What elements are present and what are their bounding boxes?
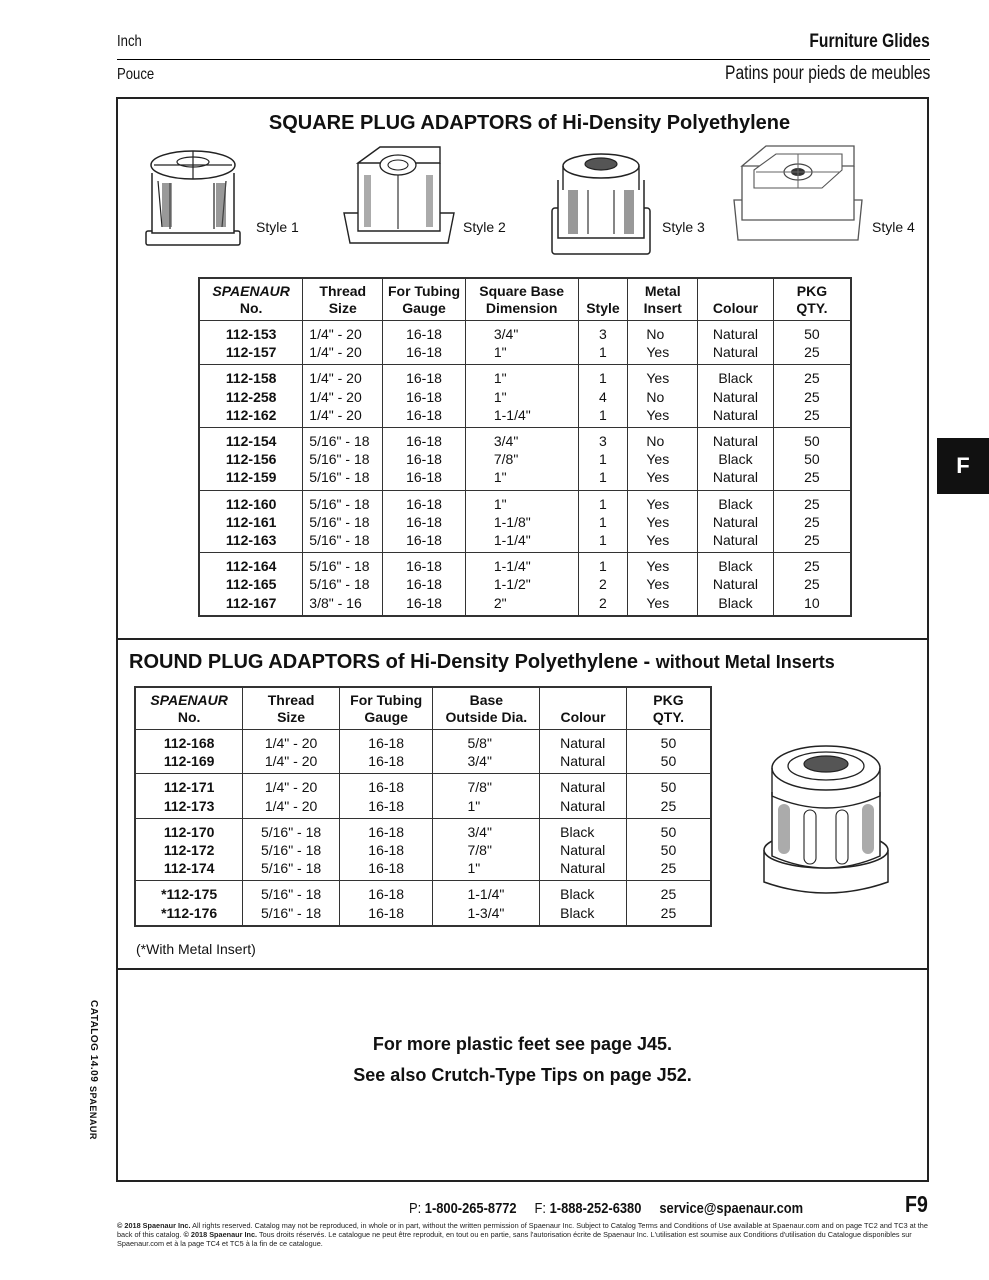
- cell-value: Black: [718, 495, 753, 512]
- cell-value: 16-18: [368, 860, 405, 877]
- cell-value: 5/16" - 18: [260, 842, 322, 859]
- table-row-group: [135, 818, 711, 881]
- table-cell: [339, 881, 433, 926]
- table-row-group: [135, 881, 711, 926]
- part-number: 112-160: [225, 495, 277, 512]
- cell-value: 7/8": [493, 451, 519, 468]
- cell-value: 1: [599, 370, 607, 387]
- col-header-metal-insert: Metal Insert: [628, 278, 698, 321]
- cell-value: 3/4": [493, 433, 519, 450]
- table-cell: [578, 321, 628, 365]
- table-cell: [199, 428, 303, 491]
- cell-value: 16-18: [406, 344, 442, 361]
- table-cell: [433, 881, 540, 926]
- cell-value: Black: [718, 370, 753, 387]
- table-cell: [383, 490, 466, 553]
- cell-value: 16-18: [406, 576, 442, 593]
- cell-value: 5/16" - 18: [309, 532, 370, 549]
- table-cell: [773, 553, 851, 616]
- cell-value: 1": [493, 469, 507, 486]
- cell-value: 5/16" - 18: [260, 904, 322, 921]
- cell-value: 16-18: [368, 735, 405, 751]
- table-cell: [303, 321, 383, 365]
- col-header-pkg-qty: PKG QTY.: [773, 278, 851, 321]
- cell-value: 16-18: [406, 433, 442, 450]
- col-header-base: Base Outside Dia.: [433, 687, 540, 730]
- col-header-thread: Thread Size: [303, 278, 383, 321]
- table-cell: [626, 818, 711, 881]
- cell-value: 1/4" - 20: [264, 735, 318, 751]
- cell-value: 25: [804, 344, 820, 361]
- table-row: [135, 881, 711, 926]
- col-header-part-no: SPAENAUR No.: [199, 278, 303, 321]
- part-number: 112-154: [225, 433, 277, 450]
- table-row-group: [135, 774, 711, 818]
- table-cell: [339, 730, 433, 774]
- cell-value: 4: [599, 388, 607, 405]
- cell-value: 1/4" - 20: [264, 797, 318, 814]
- cell-value: 1": [493, 495, 507, 512]
- part-number: 112-162: [225, 406, 277, 423]
- cell-value: 1-1/4": [467, 886, 505, 903]
- cell-value: Yes: [646, 406, 670, 423]
- round-section-title: ROUND PLUG ADAPTORS of Hi-Density Polyethylene - without Metal Inserts: [129, 651, 835, 673]
- cell-value: 25: [804, 406, 820, 423]
- table-cell: [628, 553, 698, 616]
- part-number: 112-159: [225, 469, 277, 486]
- cell-value: 5/16" - 18: [260, 886, 322, 903]
- table-row: [135, 730, 711, 774]
- cell-value: 1": [493, 370, 507, 387]
- cell-value: 1": [467, 860, 481, 877]
- cell-value: Yes: [646, 513, 670, 530]
- cell-value: 1: [599, 532, 607, 549]
- section-divider: [116, 968, 929, 970]
- cell-value: 1/4" - 20: [264, 753, 318, 770]
- cell-value: Yes: [646, 532, 670, 549]
- table-cell: [433, 818, 540, 881]
- header-category: Furniture Glides: [809, 31, 930, 52]
- cell-value: 5/16" - 18: [309, 576, 370, 593]
- cell-value: 10: [804, 594, 820, 611]
- cell-value: 16-18: [406, 451, 442, 468]
- col-header-colour: Colour: [540, 687, 627, 730]
- cell-value: 25: [804, 388, 820, 405]
- cell-value: Natural: [712, 532, 759, 549]
- table-cell: [626, 774, 711, 818]
- cell-value: 16-18: [406, 495, 442, 512]
- cell-value: 1-1/4": [493, 558, 531, 575]
- cell-value: Natural: [712, 576, 759, 593]
- part-number: 112-168: [163, 735, 215, 751]
- part-number: 112-157: [225, 344, 277, 361]
- cell-value: 50: [804, 451, 820, 468]
- style-1-label: Style 1: [256, 219, 299, 235]
- table-cell: [135, 774, 243, 818]
- cell-value: Natural: [712, 388, 759, 405]
- cell-value: 25: [804, 495, 820, 512]
- table-cell: [135, 881, 243, 926]
- more-info-line-2: See also Crutch-Type Tips on page J52.: [353, 1065, 692, 1085]
- cell-value: 1/4" - 20: [309, 406, 362, 423]
- more-info-line-1: For more plastic feet see page J45.: [372, 1034, 673, 1054]
- part-number: 112-156: [225, 451, 277, 468]
- cell-value: 50: [660, 842, 677, 859]
- table-cell: [383, 553, 466, 616]
- cell-value: 16-18: [406, 594, 442, 611]
- section-divider: [116, 638, 929, 640]
- cell-value: Natural: [560, 779, 606, 796]
- cell-value: 1: [599, 558, 607, 575]
- cell-value: 1-1/8": [493, 513, 531, 530]
- cell-value: Natural: [560, 860, 606, 877]
- part-number: 112-172: [163, 842, 215, 859]
- cell-value: 1": [493, 388, 507, 405]
- table-cell: [578, 365, 628, 428]
- cell-value: 5/16" - 18: [309, 451, 370, 468]
- table-cell: [383, 365, 466, 428]
- cell-value: 16-18: [406, 469, 442, 486]
- table-row: [199, 490, 851, 553]
- page-number: F9: [905, 1191, 928, 1217]
- table-cell: [199, 321, 303, 365]
- table-cell: [626, 881, 711, 926]
- table-cell: [465, 321, 578, 365]
- cell-value: 25: [804, 513, 820, 530]
- table-cell: [465, 553, 578, 616]
- cell-value: 16-18: [368, 842, 405, 859]
- part-number: 112-165: [225, 576, 277, 593]
- table-cell: [578, 490, 628, 553]
- table-cell: [243, 881, 340, 926]
- table-cell: [628, 321, 698, 365]
- cell-value: Yes: [646, 558, 670, 575]
- style-2-label: Style 2: [463, 219, 506, 235]
- cell-value: 1-1/4": [493, 406, 531, 423]
- square-table-body: [199, 321, 851, 365]
- table-row-group: [199, 365, 851, 428]
- table-row: [199, 321, 851, 365]
- table-row: [199, 553, 851, 616]
- style-4-label: Style 4: [872, 219, 915, 235]
- col-header-style: Style: [578, 278, 628, 321]
- table-cell: [339, 818, 433, 881]
- cell-value: 16-18: [368, 886, 405, 903]
- cell-value: 1-3/4": [467, 904, 505, 921]
- cell-value: 1/4" - 20: [309, 388, 362, 405]
- table-row: [135, 818, 711, 881]
- cell-value: 25: [660, 886, 677, 903]
- cell-value: Yes: [646, 469, 670, 486]
- col-header-base: Square Base Dimension: [465, 278, 578, 321]
- cell-value: 2": [493, 594, 507, 611]
- cell-value: 1/4" - 20: [264, 779, 318, 796]
- round-table-body: [135, 730, 711, 774]
- cell-value: No: [646, 388, 665, 405]
- cell-value: 3/8" - 16: [309, 594, 362, 611]
- table-cell: [465, 365, 578, 428]
- header-rule: [117, 59, 930, 60]
- table-cell: [540, 774, 627, 818]
- cell-value: 50: [804, 326, 820, 342]
- table-cell: [243, 730, 340, 774]
- cell-value: 50: [804, 433, 820, 450]
- style-3-drawing: [548, 150, 658, 258]
- part-number: 112-173: [163, 797, 215, 814]
- cell-value: 25: [660, 904, 677, 921]
- cell-value: 1-1/2": [493, 576, 531, 593]
- cell-value: 16-18: [368, 904, 405, 921]
- cell-value: 3: [599, 326, 607, 342]
- cell-value: Yes: [646, 594, 670, 611]
- cell-value: Yes: [646, 451, 670, 468]
- cell-value: 1: [599, 344, 607, 361]
- cell-value: 1/4" - 20: [309, 326, 362, 342]
- table-cell: [383, 321, 466, 365]
- cell-value: 16-18: [368, 753, 405, 770]
- cell-value: 1: [599, 495, 607, 512]
- round-plug-drawing: [758, 740, 894, 900]
- col-header-pkg-qty: PKG QTY.: [626, 687, 711, 730]
- header-category-fr: Patins pour pieds de meubles: [724, 63, 930, 84]
- cell-value: Yes: [646, 344, 670, 361]
- cell-value: 1-1/4": [493, 532, 531, 549]
- side-catalog-label: CATALOG 14.09: [88, 1000, 99, 1083]
- cell-value: 3/4": [493, 326, 519, 342]
- cell-value: 50: [660, 779, 677, 796]
- cell-value: 1: [599, 406, 607, 423]
- cell-value: 1": [467, 797, 481, 814]
- cell-value: 25: [804, 558, 820, 575]
- cell-value: 1/4" - 20: [309, 370, 362, 387]
- round-plug-table: [134, 686, 712, 927]
- part-number: 112-153: [225, 326, 277, 342]
- table-cell: [540, 730, 627, 774]
- cell-value: Natural: [560, 797, 606, 814]
- cell-value: No: [646, 433, 665, 450]
- table-cell: [135, 818, 243, 881]
- cell-value: Black: [560, 904, 595, 921]
- table-cell: [626, 730, 711, 774]
- table-cell: [698, 553, 774, 616]
- table-cell: [698, 428, 774, 491]
- cell-value: Black: [718, 558, 753, 575]
- cell-value: Natural: [560, 735, 606, 751]
- cell-value: 5/16" - 18: [309, 469, 370, 486]
- table-row: [135, 774, 711, 818]
- cell-value: Natural: [560, 842, 606, 859]
- square-plug-table: [198, 277, 852, 617]
- cell-value: 5/16" - 18: [309, 558, 370, 575]
- metal-insert-note: (*With Metal Insert): [136, 941, 256, 957]
- cell-value: 7/8": [467, 779, 492, 796]
- section-tab-f[interactable]: F: [937, 438, 989, 494]
- legal-notice: © 2018 Spaenaur Inc. All rights reserved. Catalog may not be reproduced, in whole or in part, without the written permission of Spaenaur Inc. Subject to Catalog Terms and Conditions of Use available at Spaenaur.com and on page TC2 and TC3 at the back of this catalog. © 2018 Spaenaur Inc. Tous droits réservés. Le catalogue ne peut être reproduit, en tout ou en partie, sans l'autorisation écrite de Spaenaur Inc. L'utilisation est soumise aux Conditions d'utilisation du Catalogue disponibles sur Spaenaur.com et à la page TC4 et TC5 à la fin de ce catalogue.: [117, 1221, 928, 1248]
- table-cell: [383, 428, 466, 491]
- col-header-thread: Thread Size: [243, 687, 340, 730]
- table-cell: [698, 321, 774, 365]
- footer-fax[interactable]: 1-888-252-6380: [549, 1200, 642, 1217]
- cell-value: Black: [560, 823, 595, 840]
- col-header-gauge: For Tubing Gauge: [339, 687, 433, 730]
- cell-value: 5/8": [467, 735, 492, 751]
- table-row-group: [199, 428, 851, 491]
- table-cell: [199, 553, 303, 616]
- cell-value: 50: [660, 823, 677, 840]
- part-number: 112-171: [163, 779, 215, 796]
- cell-value: Yes: [646, 495, 670, 512]
- table-cell: [199, 490, 303, 553]
- cell-value: 2: [599, 576, 607, 593]
- cell-value: Natural: [712, 406, 759, 423]
- table-cell: [303, 428, 383, 491]
- cell-value: 2: [599, 594, 607, 611]
- cell-value: 1: [599, 513, 607, 530]
- part-number: 112-170: [163, 823, 215, 840]
- cell-value: 16-18: [406, 406, 442, 423]
- part-number: 112-174: [163, 860, 215, 877]
- cell-value: 25: [660, 860, 677, 877]
- table-cell: [773, 365, 851, 428]
- cell-value: 5/16" - 18: [309, 513, 370, 530]
- cell-value: Natural: [712, 326, 759, 342]
- part-number: 112-169: [163, 753, 215, 770]
- square-section-title: SQUARE PLUG ADAPTORS of Hi-Density Polyethylene: [268, 112, 791, 134]
- table-row: [199, 428, 851, 491]
- cell-value: 1: [599, 451, 607, 468]
- cell-value: 5/16" - 18: [260, 823, 322, 840]
- table-cell: [773, 490, 851, 553]
- style-4-drawing: [726, 140, 868, 252]
- cell-value: 50: [660, 735, 677, 751]
- table-cell: [698, 365, 774, 428]
- style-2-drawing: [340, 143, 458, 253]
- cell-value: 25: [804, 370, 820, 387]
- cell-value: 16-18: [368, 823, 405, 840]
- style-3-label: Style 3: [662, 219, 705, 235]
- side-brand-label: SPAENAUR: [88, 1086, 98, 1140]
- cell-value: 3/4": [467, 823, 492, 840]
- cell-value: 25: [804, 576, 820, 593]
- part-number: *112-175: [161, 886, 218, 903]
- cell-value: 16-18: [368, 797, 405, 814]
- cell-value: Black: [560, 886, 595, 903]
- table-cell: [628, 490, 698, 553]
- cell-value: 16-18: [406, 326, 442, 342]
- cell-value: Black: [718, 594, 753, 611]
- table-cell: [303, 490, 383, 553]
- table-cell: [578, 553, 628, 616]
- table-cell: [628, 365, 698, 428]
- col-header-colour: Colour: [698, 278, 774, 321]
- cell-value: 1": [493, 344, 507, 361]
- header-pouce: Pouce: [117, 66, 155, 83]
- part-number: 112-161: [225, 513, 277, 530]
- table-cell: [540, 818, 627, 881]
- cell-value: 25: [804, 469, 820, 486]
- part-number: 112-258: [225, 388, 277, 405]
- table-cell: [773, 428, 851, 491]
- table-cell: [465, 490, 578, 553]
- table-row-group: [199, 553, 851, 616]
- table-cell: [135, 730, 243, 774]
- cell-value: 16-18: [406, 532, 442, 549]
- cell-value: 16-18: [406, 513, 442, 530]
- table-row-group: [199, 490, 851, 553]
- table-cell: [465, 428, 578, 491]
- cell-value: 1/4" - 20: [309, 344, 362, 361]
- cell-value: 16-18: [368, 779, 405, 796]
- style-1-drawing: [140, 143, 250, 251]
- cell-value: Natural: [712, 469, 759, 486]
- table-cell: [578, 428, 628, 491]
- cell-value: Natural: [712, 513, 759, 530]
- table-cell: [303, 553, 383, 616]
- table-cell: [243, 774, 340, 818]
- table-cell: [698, 490, 774, 553]
- cell-value: Natural: [712, 433, 759, 450]
- cell-value: 3: [599, 433, 607, 450]
- col-header-part-no: SPAENAUR No.: [135, 687, 243, 730]
- part-number: 112-164: [225, 558, 277, 575]
- table-cell: [540, 881, 627, 926]
- cell-value: 16-18: [406, 370, 442, 387]
- part-number: 112-163: [225, 532, 277, 549]
- part-number: *112-176: [161, 904, 218, 921]
- cell-value: 25: [660, 797, 677, 814]
- cell-value: Natural: [560, 753, 606, 770]
- table-cell: [243, 818, 340, 881]
- cell-value: 16-18: [406, 388, 442, 405]
- part-number: 112-167: [225, 594, 277, 611]
- cell-value: 25: [804, 532, 820, 549]
- cell-value: No: [646, 326, 665, 342]
- cell-value: Yes: [646, 576, 670, 593]
- table-cell: [433, 774, 540, 818]
- footer-phone[interactable]: 1-800-265-8772: [424, 1200, 517, 1217]
- table-row: [199, 365, 851, 428]
- col-header-gauge: For Tubing Gauge: [383, 278, 466, 321]
- cell-value: Yes: [646, 370, 670, 387]
- cell-value: 5/16" - 18: [309, 495, 370, 512]
- table-cell: [339, 774, 433, 818]
- table-cell: [433, 730, 540, 774]
- table-cell: [773, 321, 851, 365]
- cell-value: 16-18: [406, 558, 442, 575]
- footer-email[interactable]: service@spaenaur.com: [659, 1200, 804, 1217]
- cell-value: 5/16" - 18: [309, 433, 370, 450]
- table-cell: [303, 365, 383, 428]
- cell-value: 50: [660, 753, 677, 770]
- part-number: 112-158: [225, 370, 277, 387]
- header-inch: Inch: [117, 33, 142, 50]
- table-cell: [199, 365, 303, 428]
- table-cell: [628, 428, 698, 491]
- cell-value: 1: [599, 469, 607, 486]
- cell-value: Black: [718, 451, 753, 468]
- footer-contact: P: 1-800-265-8772 F: 1-888-252-6380 service@spaenaur.com: [409, 1200, 804, 1217]
- cell-value: 3/4": [467, 753, 492, 770]
- cell-value: Natural: [712, 344, 759, 361]
- cell-value: 7/8": [467, 842, 492, 859]
- cell-value: 5/16" - 18: [260, 860, 322, 877]
